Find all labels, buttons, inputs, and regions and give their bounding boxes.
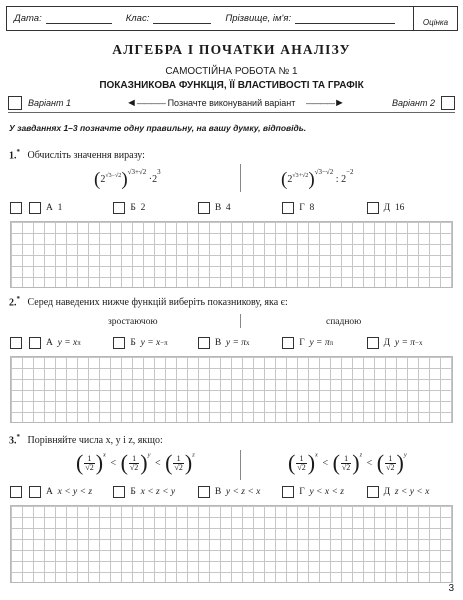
q3-work-grid[interactable]	[10, 505, 453, 583]
arrow-left-icon: ◄————	[126, 97, 165, 109]
q1-title	[9, 148, 145, 161]
q2-answer-row-marker	[10, 337, 22, 349]
q3-answer-b[interactable]: Б x < z < y	[113, 483, 197, 500]
variant-1-label: Варіант 1	[28, 98, 71, 108]
variant-hint: Позначте виконуваний варіант	[167, 98, 296, 108]
q1-right-expression: $(2^{√3+√2})^{√3-√2}$ : $2^{-2}$	[281, 168, 354, 190]
answer-checkbox[interactable]	[198, 202, 210, 214]
q2-work-grid[interactable]	[10, 356, 453, 423]
class-label: Клас:	[125, 13, 150, 24]
variant-2-checkbox[interactable]	[441, 96, 455, 110]
q1-answer-a[interactable]: А 1	[29, 199, 113, 216]
answer-checkbox[interactable]	[29, 486, 41, 498]
class-field[interactable]	[153, 14, 211, 24]
answer-checkbox[interactable]	[113, 202, 125, 214]
q3-number: 3.	[9, 435, 17, 447]
q2-title	[9, 295, 288, 308]
answer-checkbox[interactable]	[282, 202, 294, 214]
q1-answer-c[interactable]: В 4	[198, 199, 282, 216]
variant-1-checkbox[interactable]	[8, 96, 22, 110]
q2-left-subheading: зростаючою	[108, 317, 158, 327]
variant-divider	[8, 112, 455, 113]
q2-right-subheading: спадною	[326, 317, 362, 327]
answer-checkbox[interactable]	[367, 337, 379, 349]
q2-answer-d[interactable]: Г y = π π	[282, 334, 366, 351]
work-title: САМОСТІЙНА РОБОТА № 1	[165, 66, 298, 77]
q1-answers	[29, 199, 451, 216]
q2-number: 2.	[9, 297, 17, 309]
q1-left-expression: $(2^{√3-√2})^{√3+√2} \cdot 2^3$	[94, 168, 161, 190]
q3-title	[9, 433, 163, 446]
instruction-text: У завданнях 1–3 позначте одну правильну, на вашу думку, відповідь.	[9, 123, 307, 133]
answer-checkbox[interactable]	[198, 486, 210, 498]
answer-checkbox[interactable]	[367, 202, 379, 214]
q3-right-inequality: ( $\frac{1}{√2}$ )$^x$ < ( $\frac{1}{√2}$ )$^z$ < ( $\frac{1}{√2}$ )$^y$	[288, 450, 407, 475]
q1-star: *	[16, 148, 20, 156]
q3-left-inequality: ( $\frac{1}{√2}$ )$^x$ < ( $\frac{1}{√2}$ )$^y$ < ( $\frac{1}{√2}$ )$^z$	[76, 450, 195, 475]
q3-answer-a[interactable]: А x < y < z	[29, 483, 113, 500]
q3-answers	[29, 483, 451, 500]
q1-answer-d[interactable]: Г 8	[282, 199, 366, 216]
q3-separator	[240, 450, 241, 480]
variant-2-label: Варіант 2	[392, 98, 435, 108]
q1-answer-b[interactable]: Б 2	[113, 199, 197, 216]
answer-checkbox[interactable]	[282, 337, 294, 349]
q2-star: *	[16, 295, 20, 303]
answer-checkbox[interactable]	[113, 486, 125, 498]
q3-answer-c[interactable]: В y < z < x	[198, 483, 282, 500]
student-header	[6, 6, 458, 31]
q3-answer-row-marker	[10, 486, 22, 498]
q3-answer-e[interactable]: Д z < y < x	[367, 483, 451, 500]
q2-separator	[240, 314, 241, 328]
q3-answer-d[interactable]: Г y < x < z	[282, 483, 366, 500]
q1-number: 1.	[9, 150, 17, 162]
q2-answer-a[interactable]: А y = x π	[29, 334, 113, 351]
arrow-right-icon: ————►	[306, 97, 345, 109]
answer-checkbox[interactable]	[113, 337, 125, 349]
q1-work-grid[interactable]	[10, 221, 453, 288]
q2-answer-e[interactable]: Д y = π −x	[367, 334, 451, 351]
q1-answer-row-marker	[10, 202, 22, 214]
answer-checkbox[interactable]	[29, 202, 41, 214]
q1-separator	[240, 164, 241, 192]
q2-answer-b[interactable]: Б y = x −π	[113, 334, 197, 351]
variant-selector	[8, 96, 455, 114]
q1-answer-e[interactable]: Д 16	[367, 199, 451, 216]
answer-checkbox[interactable]	[367, 486, 379, 498]
q3-text: Порівняйте числа x, y і z, якщо:	[27, 435, 163, 447]
answer-checkbox[interactable]	[198, 337, 210, 349]
subject-title: АЛГЕБРА І ПОЧАТКИ АНАЛІЗУ	[112, 42, 351, 57]
answer-checkbox[interactable]	[29, 337, 41, 349]
q2-answers	[29, 334, 451, 351]
grade-cell[interactable]	[413, 7, 457, 30]
answer-checkbox[interactable]	[282, 486, 294, 498]
grade-label: Оцінка	[422, 18, 449, 27]
surname-label: Прізвище, ім'я:	[225, 13, 292, 24]
q3-star: *	[16, 433, 20, 441]
date-field[interactable]	[46, 14, 112, 24]
q2-text: Серед наведених нижче функцій виберіть показникову, яка є:	[27, 297, 288, 309]
topic-title: ПОКАЗНИКОВА ФУНКЦІЯ, ЇЇ ВЛАСТИВОСТІ ТА ГРАФІК	[99, 80, 364, 91]
header-fields	[7, 7, 413, 30]
q2-answer-c[interactable]: В y = π x	[198, 334, 282, 351]
page-number: 3	[448, 583, 454, 594]
date-label: Дата:	[14, 13, 42, 24]
q1-text: Обчисліть значення виразу:	[27, 150, 145, 162]
surname-field[interactable]	[295, 14, 395, 24]
